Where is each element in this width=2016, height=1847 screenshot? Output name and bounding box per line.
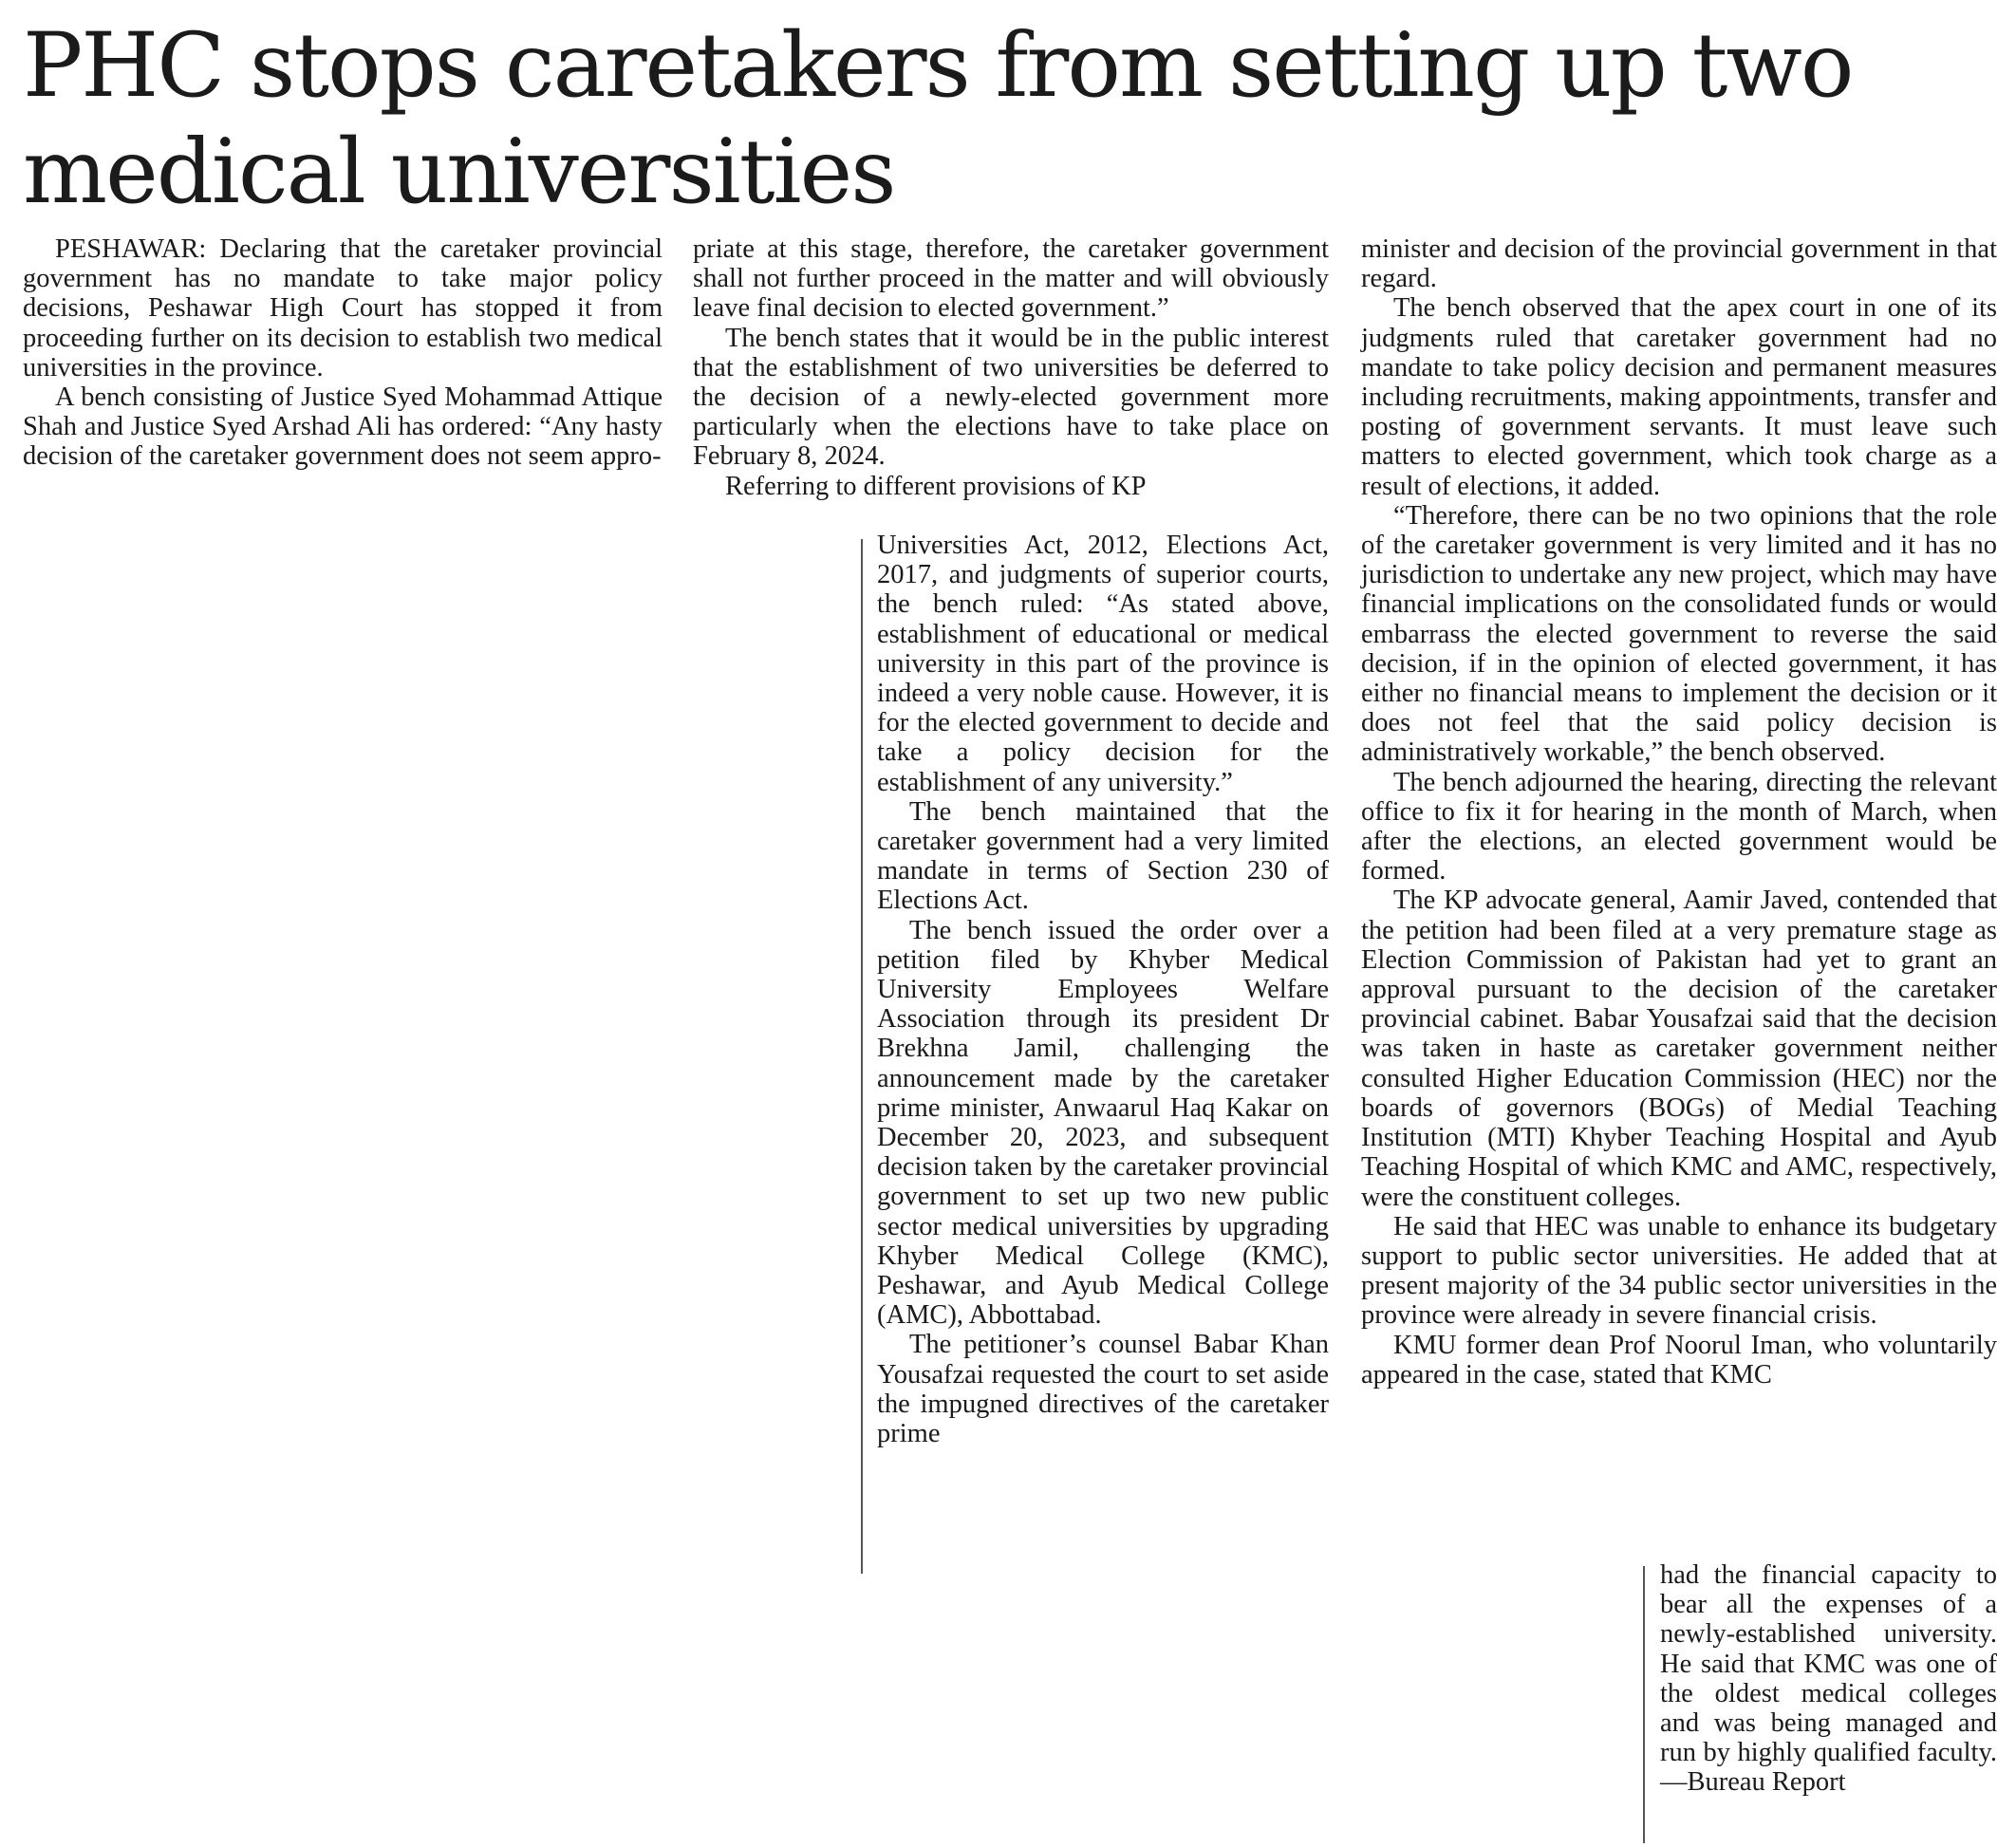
paragraph: A bench consisting of Justice Syed Mohammad Attique Shah and Justice Syed Arshad Ali has ordered: “Any hasty decision of the caretaker government does not seem appro- <box>23 382 663 472</box>
paragraph: The bench adjourned the hearing, directing the relevant office to fix it for hearing in the month of March, when after the elections, an elected government would be formed. <box>1361 767 1997 886</box>
paragraph: PESHAWAR: Declaring that the caretaker provincial government has no mandate to take major policy decisions, Peshawar High Court has stopped it from proceeding further on its decision to establish two medical universities in the province. <box>23 234 663 382</box>
paragraph: The bench issued the order over a petition filed by Khyber Medical University Employees Welfare Association through its president Dr Brekhna Jamil, challenging the announcement made by the caretaker prime minister, Anwaarul Haq Kakar on December 20, 2023, and subsequent decision taken by the caretaker provincial government to set up two new public sector medical universities by upgrading Khyber Medical College (KMC), Peshawar, and Ayub Medical College (AMC), Abbottabad. <box>877 915 1329 1331</box>
article-column-2-top <box>693 234 1329 501</box>
paragraph: The petitioner’s counsel Babar Khan Yousafzai requested the court to set aside the impugned directives of the caretaker prime <box>877 1330 1329 1449</box>
paragraph: He said that HEC was unable to enhance its budgetary support to public sector universities. He added that at present majority of the 34 public sector universities in the province were already in severe financial crisis. <box>1361 1211 1997 1331</box>
paragraph: priate at this stage, therefore, the caretaker government shall not further proceed in the matter and will obviously leave final decision to elected government.” <box>693 234 1329 324</box>
article-column-3-top <box>1361 234 1997 1390</box>
paragraph: Referring to different provisions of KP <box>725 471 1147 501</box>
article-column-2-bottom <box>877 531 1329 1448</box>
paragraph: Universities Act, 2012, Elections Act, 2017, and judgments of superior courts, the bench ruled: “As stated above, establishment of educational or medical university in this part of the province is indeed a very noble cause. However, it is for the elected government to decide and take a policy decision for the establishment of any university.” <box>877 531 1329 797</box>
paragraph: The bench maintained that the caretaker government had a very limited mandate in terms of Section 230 of Elections Act. <box>877 796 1329 916</box>
paragraph: KMU former dean Prof Noorul Iman, who voluntarily appeared in the case, stated that KMC <box>1361 1330 1997 1390</box>
paragraph: The bench observed that the apex court in one of its judgments ruled that caretaker government had no mandate to take policy decision and permanent measures including recruitments, making appointments, transfer and posting of government servants. It must leave such matters to elected government, which took charge as a result of elections, it added. <box>1361 293 1997 501</box>
paragraph: had the financial capacity to bear all the expenses of a newly-established university. He said that KMC was one of the oldest medical colleges and was being managed and run by highly qualified faculty.—Bureau Report <box>1660 1560 1997 1798</box>
article-column-3-bottom <box>1660 1560 1997 1798</box>
paragraph: The bench states that it would be in the public interest that the establishment of two universities be deferred to the decision of a newly-elected government more particularly when the elections have to take place on February 8, 2024. <box>693 323 1329 472</box>
headline: PHC stops caretakers from setting up two medical universities <box>23 14 1853 224</box>
article-column-1 <box>23 234 663 472</box>
column-divider <box>861 539 863 1574</box>
paragraph: “Therefore, there can be no two opinions that the role of the caretaker government is very limited and it has no jurisdiction to undertake any new project, which may have financial implications on the consolidated funds or would embarrass the elected government to reverse the said decision, if in the opinion of elected government, it has either no financial means to implement the decision or it does not feel that the said policy decision is administratively workable,” the bench observed. <box>1361 500 1997 768</box>
column-divider <box>1643 1566 1645 1843</box>
paragraph: minister and decision of the provincial government in that regard. <box>1361 234 1997 294</box>
paragraph: The KP advocate general, Aamir Javed, contended that the petition had been filed at a very premature stage as Election Commission of Pakistan had yet to grant an approval pursuant to the decision of the caretaker provincial cabinet. Babar Yousafzai said that the decision was taken in haste as caretaker government neither consulted Higher Education Commission (HEC) nor the boards of governors (BOGs) of Medial Teaching Institution (MTI) Khyber Teaching Hospital and Ayub Teaching Hospital of which KMC and AMC, respectively, were the constituent colleges. <box>1361 886 1997 1212</box>
